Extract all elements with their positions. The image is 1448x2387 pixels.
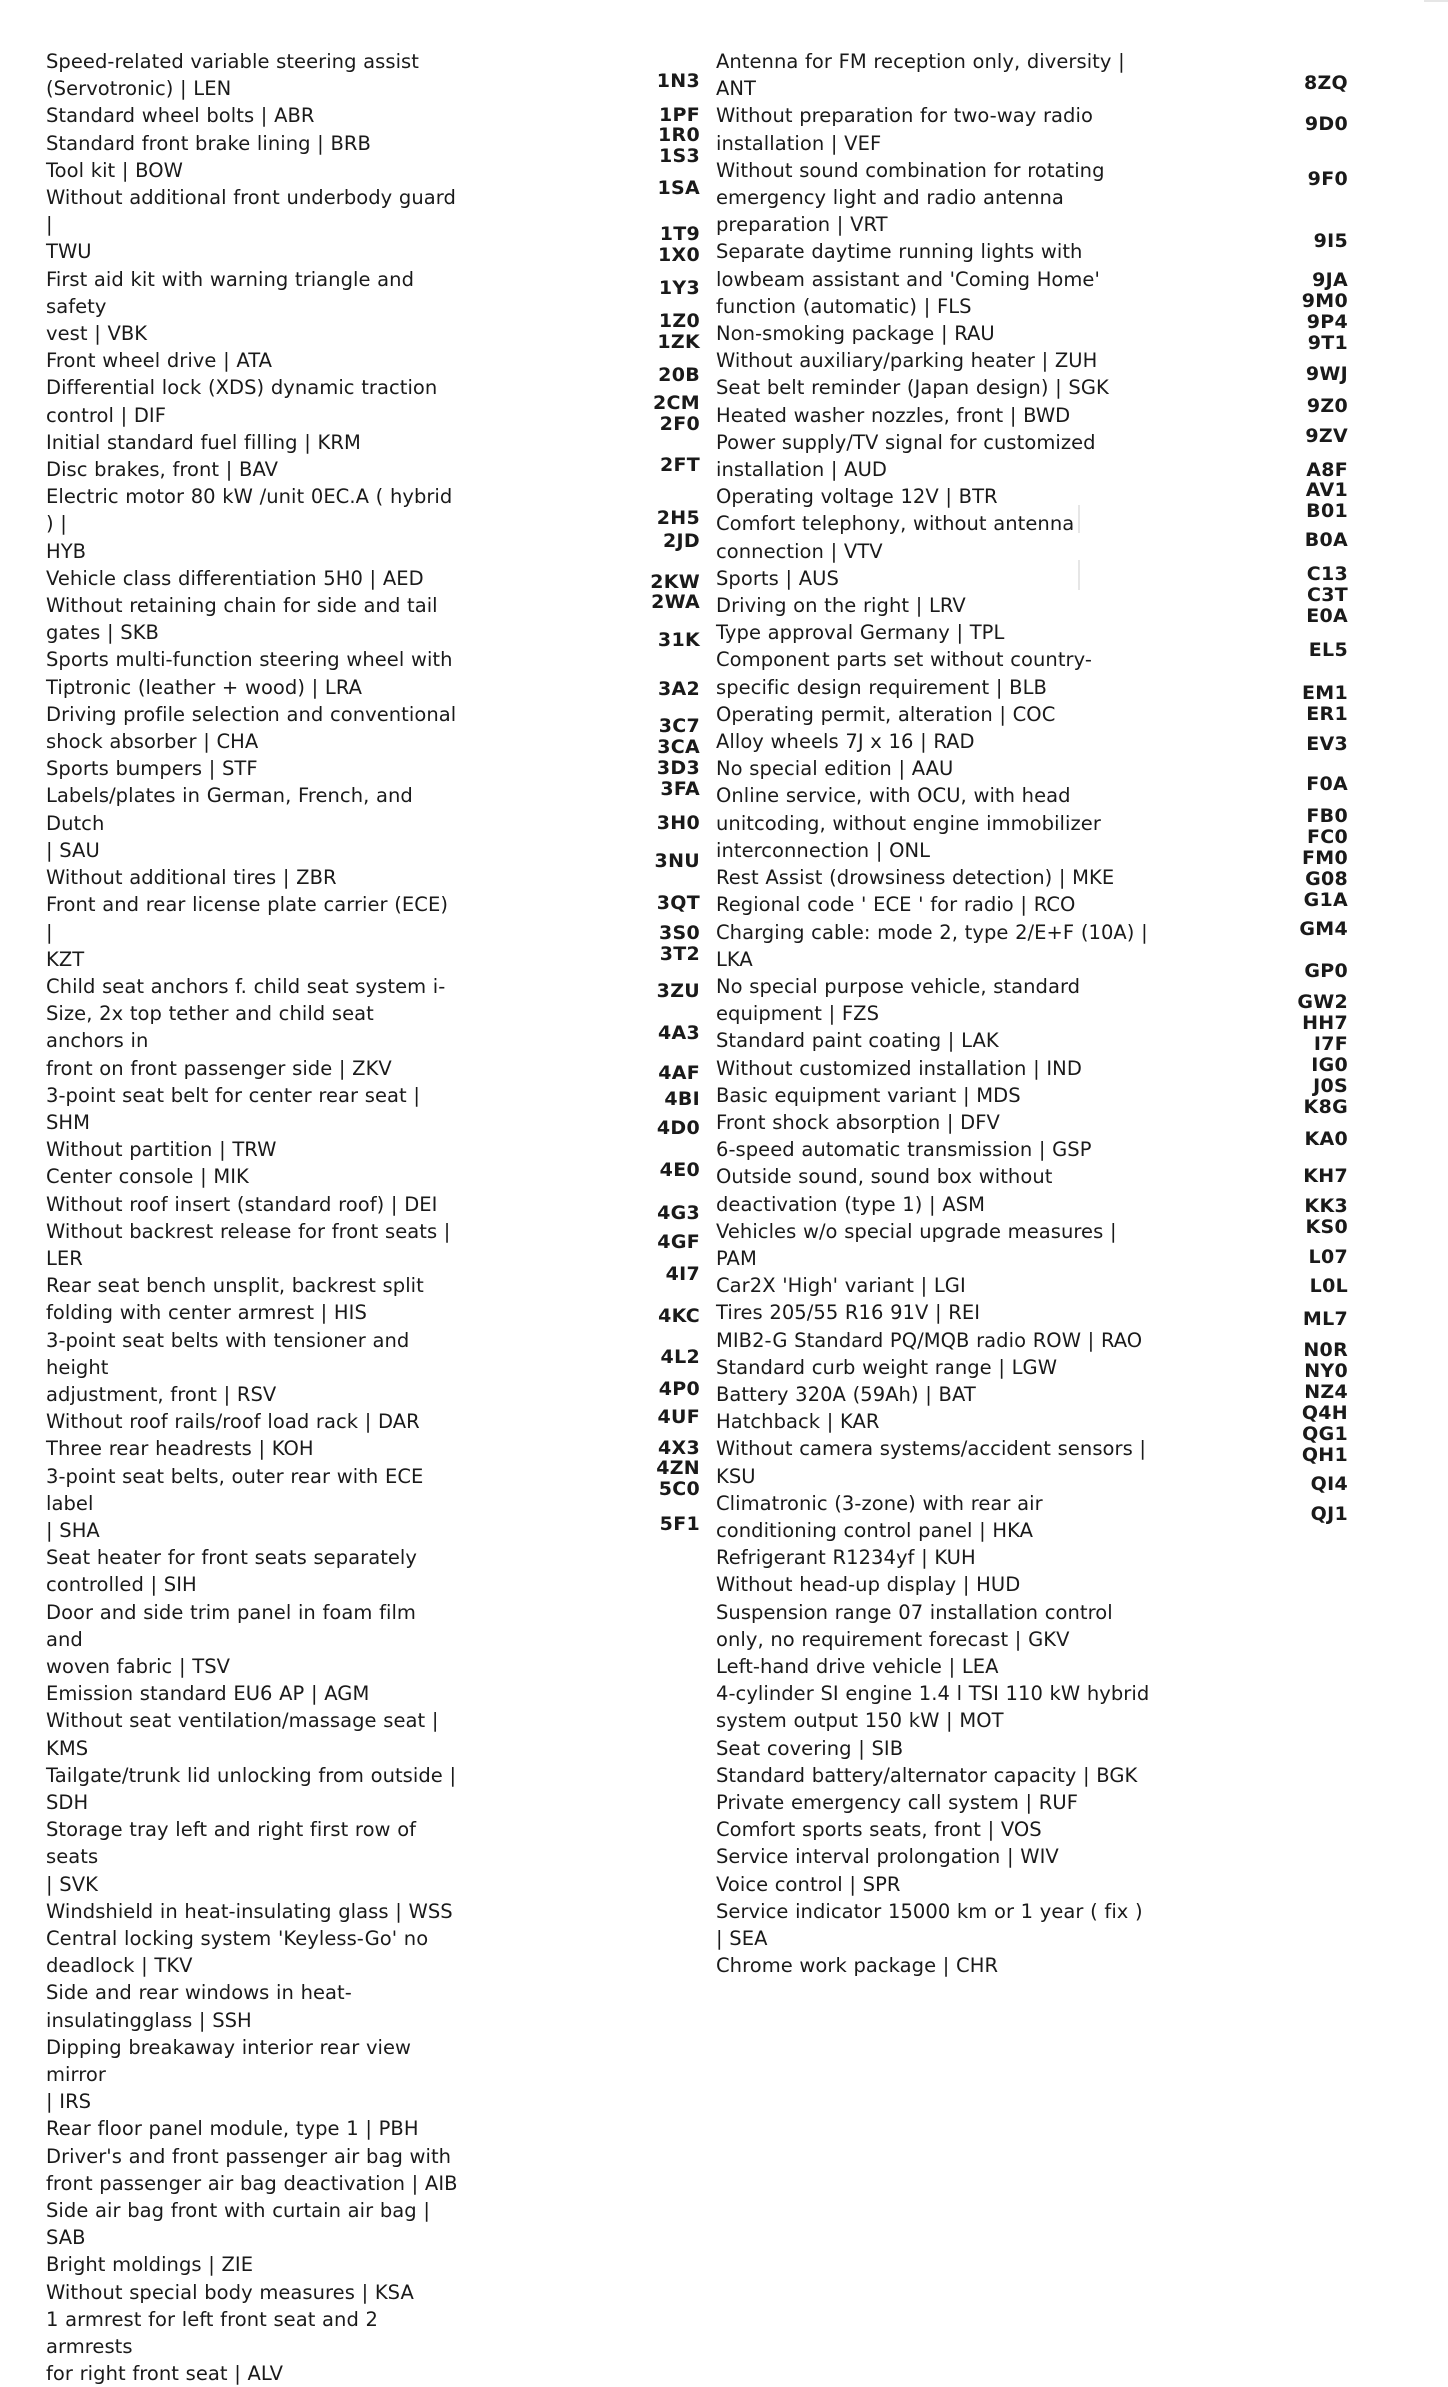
option-code-left: 4A3 [657,1022,700,1044]
option-code-left: 2WA [651,591,700,613]
option-code-right: NZ4 [1304,1381,1348,1403]
option-description-line: Tires 205/55 R16 91V | REI [716,1301,981,1325]
option-description-line: system output 150 kW | MOT [716,1709,1004,1733]
option-code-right: J0S [1313,1075,1348,1097]
option-code-left: 3FA [660,778,700,800]
option-description-line: 6-speed automatic transmission | GSP [716,1138,1092,1162]
option-description-line: Separate daytime running lights with [716,240,1083,264]
option-code-right: FM0 [1301,847,1348,869]
option-code-left: 1SA [657,177,700,199]
option-code-left: 1R0 [658,124,700,146]
option-code-left: 31K [657,629,700,651]
left-description-line: Windshield in heat-insulating glass | WSS [46,1899,453,1923]
option-code-left: 2KW [650,571,700,593]
option-code-right: 9M0 [1301,290,1348,312]
left-description-line: (Servotronic) | LEN [46,77,232,101]
left-description-line: Front wheel drive | ATA [46,349,273,373]
option-code-left: 3S0 [658,922,700,944]
left-description-line: Speed-related variable steering assist [46,50,419,73]
option-code-left: 2JD [663,530,700,552]
option-code-right: 9D0 [1304,113,1348,135]
left-description-line: Driver's and front passenger air bag with [46,2144,452,2168]
option-description-line: lowbeam assistant and 'Coming Home' [716,267,1100,291]
option-description-line: Refrigerant R1234yf | KUH [716,1546,976,1570]
option-code-right: N0R [1303,1339,1348,1361]
left-description-line: woven fabric | TSV [46,1654,231,1678]
option-description-line: unitcoding, without engine immobilizer [716,811,1101,835]
left-description-line: Rear seat bench unsplit, backrest split [46,1274,424,1298]
option-description-line: PAM [716,1246,757,1270]
left-description-line: Disc brakes, front | BAV [46,458,278,482]
option-code-right: 9JA [1312,269,1348,291]
left-description-line: | IRS [46,2090,92,2114]
option-description-line: Climatronic (3-zone) with rear air [716,1491,1043,1515]
left-description-line: LER [46,1246,83,1270]
option-description-line: Private emergency call system | RUF [716,1791,1078,1814]
option-code-right: QJ1 [1310,1503,1348,1525]
option-description-line: Left-hand drive vehicle | LEA [716,1654,999,1678]
option-code-right: EL5 [1308,639,1348,661]
left-description-line: Without partition | TRW [46,1138,277,1162]
option-description-line: Charging cable: mode 2, type 2/E+F (10A) | [716,920,1148,944]
option-code-left: 1Z0 [658,310,700,332]
left-description-line: Without additional front underbody guard | [46,186,456,237]
option-code-left: 5C0 [658,1478,700,1500]
option-code-right: B0A [1304,529,1348,551]
left-description-line: Size, 2x top tether and child seat anchors in [46,1002,374,1053]
left-description-line: Door and side trim panel in foam film and [46,1600,416,1651]
option-description-line: Antenna for FM reception only, diversity | [716,50,1125,73]
option-code-right: KS0 [1305,1216,1348,1238]
option-description-line: Outside sound, sound box without [716,1165,1053,1189]
left-description-line: KZT [46,947,85,971]
option-description-line: | SEA [716,1927,768,1951]
option-description-line: Power supply/TV signal for customized [716,430,1096,454]
left-description-line: Side and rear windows in heat- [46,1981,352,2005]
left-description-line: Emission standard EU6 AP | AGM [46,1682,370,1706]
option-description-line: LKA [716,947,753,971]
option-description-line: Standard curb weight range | LGW [716,1355,1058,1379]
option-code-right: NY0 [1304,1360,1348,1382]
left-description-line: Without additional tires | ZBR [46,866,337,890]
option-code-left: 3QT [656,892,700,914]
option-code-right: 9Z0 [1306,395,1348,417]
option-description-line: connection | VTV [716,539,883,563]
option-code-left: 3H0 [656,812,700,834]
option-code-right: EV3 [1306,733,1348,755]
left-description-line: Driving profile selection and conventional [46,702,457,726]
left-description-line: Child seat anchors f. child seat system i- [46,974,446,998]
option-code-right: I7F [1313,1033,1348,1055]
option-code-right: F0A [1306,773,1348,795]
option-code-right: Q4H [1301,1402,1348,1424]
option-description-line: Suspension range 07 installation control [716,1600,1113,1624]
left-description-line: vest | VBK [46,322,148,346]
left-description-line: Tiptronic (leather + wood) | LRA [46,675,363,699]
option-code-right: 9F0 [1307,168,1348,190]
option-code-left: 4ZN [656,1457,700,1479]
option-code-right: 9WJ [1305,363,1348,385]
option-description-line: Comfort telephony, without antenna [716,512,1075,536]
left-description-line: Initial standard fuel filling | KRM [46,430,361,454]
option-code-right: B01 [1306,500,1348,522]
option-code-left: 4G3 [657,1202,700,1224]
left-description-line: Bright moldings | ZIE [46,2253,254,2277]
option-code-left: 1S3 [658,145,700,167]
option-code-right: 9I5 [1313,230,1348,252]
option-description-line: Service indicator 15000 km or 1 year ( fix ) [716,1899,1143,1923]
option-description-line: 4-cylinder SI engine 1.4 l TSI 110 kW hybrid [716,1682,1150,1706]
option-code-left: 1N3 [656,70,700,92]
option-description-line: KSU [716,1464,756,1488]
option-description-line: installation | AUD [716,458,887,482]
left-description-line: Without roof insert (standard roof) | DEI [46,1192,438,1216]
option-description-line: Without head-up display | HUD [716,1573,1021,1597]
option-code-left: 4D0 [656,1117,700,1139]
left-description-line: 1 armrest for left front seat and 2 armrests [46,2307,378,2359]
option-code-left: 3T2 [659,943,700,965]
option-code-left: 3C7 [658,715,700,737]
option-description-line: Standard paint coating | LAK [716,1029,999,1053]
option-description-line: conditioning control panel | HKA [716,1518,1034,1542]
option-code-left: 4X3 [658,1437,700,1459]
option-code-left: 4AF [658,1062,700,1084]
option-description-line: Driving on the right | LRV [716,594,966,618]
option-description-line: preparation | VRT [716,213,888,237]
option-code-left: 3ZU [656,980,700,1002]
option-code-right: G08 [1305,868,1348,890]
option-description-line: Seat covering | SIB [716,1736,904,1760]
left-description-line: Without backrest release for front seats | [46,1219,451,1243]
left-description-line: Center console | MIK [46,1165,249,1189]
option-description-line: specific design requirement | BLB [716,675,1047,699]
option-code-right: ER1 [1306,703,1348,725]
left-description-line: deadlock | TKV [46,1954,193,1978]
left-description-line: front passenger air bag deactivation | AIB [46,2171,458,2195]
option-description-line: Without auxiliary/parking heater | ZUH [716,349,1098,373]
option-code-left: 2H5 [656,507,700,529]
option-code-right: AV1 [1305,479,1348,501]
option-code-right: QI4 [1310,1473,1348,1495]
option-code-right: QH1 [1301,1444,1348,1466]
left-description-line: Dipping breakaway interior rear view mirror [46,2035,412,2087]
option-description-line: Without preparation for two-way radio [716,104,1093,128]
option-code-right: IG0 [1311,1054,1348,1076]
left-description-line: TWU [46,240,92,264]
option-description-line: equipment | FZS [716,1002,879,1026]
option-code-right: HH7 [1302,1012,1348,1034]
option-description-line: Basic equipment variant | MDS [716,1083,1021,1107]
option-code-right: ML7 [1302,1308,1348,1330]
left-description-line: Rear floor panel module, type 1 | PBH [46,2117,419,2141]
option-code-right: GP0 [1304,960,1348,982]
option-description-line: ANT [716,77,756,101]
option-code-left: 4I7 [665,1263,700,1285]
option-description-line: Comfort sports seats, front | VOS [716,1818,1042,1842]
left-description-line: adjustment, front | RSV [46,1382,277,1406]
left-description-line: Sports multi-function steering wheel with [46,648,453,672]
option-description-column [716,48,1224,1979]
left-description-line: Labels/plates in German, French, and Dutch [46,784,413,835]
left-description-column [46,48,458,2387]
option-code-left: 5F1 [659,1513,700,1535]
option-code-right: 9P4 [1306,311,1348,333]
option-code-right: C13 [1306,563,1348,585]
option-code-right: GM4 [1299,918,1348,940]
option-code-left: 20B [658,364,700,386]
left-description-line: Without roof rails/roof load rack | DAR [46,1410,420,1434]
option-description-line: Type approval Germany | TPL [716,621,1005,645]
left-description-line: Central locking system 'Keyless-Go' no [46,1927,429,1951]
option-code-right: G1A [1303,889,1348,911]
option-description-line: Online service, with OCU, with head [716,784,1071,808]
option-code-left: 4KC [658,1305,700,1327]
option-description-line: Hatchback | KAR [716,1410,880,1434]
option-code-left: 2CM [653,392,700,414]
option-code-left: 3NU [654,850,700,872]
option-description-line: Sports | AUS [716,566,839,590]
option-code-left: 2FT [659,454,700,476]
option-description-line: installation | VEF [716,131,882,155]
option-code-right: FB0 [1306,805,1348,827]
option-description-line: MIB2-G Standard PQ/MQB radio ROW | RAO [716,1328,1143,1352]
option-code-right: K8G [1303,1096,1348,1118]
left-description-line: HYB [46,539,87,563]
left-description-line: gates | SKB [46,621,159,645]
left-description-line: front on front passenger side | ZKV [46,1056,392,1080]
option-code-left: 3CA [657,736,700,758]
option-description-line: Operating voltage 12V | BTR [716,485,998,509]
option-description-line: Without sound combination for rotating [716,158,1105,182]
option-code-right: QG1 [1302,1423,1348,1445]
option-description-line: emergency light and radio antenna [716,186,1064,210]
option-code-right: KK3 [1304,1195,1348,1217]
option-description-line: Alloy wheels 7J x 16 | RAD [716,730,975,754]
option-code-right: FC0 [1306,826,1348,848]
option-code-left: 1PF [658,104,700,126]
option-code-right: L0L [1309,1275,1348,1297]
option-description-line: Standard battery/alternator capacity | BGK [716,1763,1138,1787]
option-code-right: KA0 [1304,1128,1348,1150]
option-code-left: 4UF [657,1406,700,1428]
option-description-line: Regional code ' ECE ' for radio | RCO [716,893,1076,917]
option-description-line: function (automatic) | FLS [716,294,972,318]
option-description-line: Service interval prolongation | WIV [716,1845,1059,1869]
left-description-line: SDH [46,1791,89,1814]
option-code-right: KH7 [1303,1165,1348,1187]
left-description-line: Three rear headrests | KOH [46,1437,314,1461]
option-code-left: 1ZK [657,331,700,353]
option-code-right: L07 [1308,1246,1348,1268]
option-code-left: 1Y3 [658,277,700,299]
left-description-line: 3-point seat belt for center rear seat | SHM [46,1083,420,1134]
option-code-left: 4BI [664,1088,700,1110]
left-description-line: Without seat ventilation/massage seat | [46,1709,439,1733]
left-description-line: Differential lock (XDS) dynamic traction [46,376,438,400]
left-description-line: KMS [46,1736,89,1760]
option-code-left: 4E0 [659,1159,700,1181]
option-code-left: 4GF [657,1231,700,1253]
option-description-line: Chrome work package | CHR [716,1954,999,1978]
left-description-line: Tool kit | BOW [46,158,183,182]
left-description-line: Standard front brake lining | BRB [46,131,371,155]
option-description-line: Without camera systems/accident sensors | [716,1437,1147,1461]
option-description-line: interconnection | ONL [716,838,931,862]
option-description-line: deactivation (type 1) | ASM [716,1192,985,1216]
option-description-line: No special edition | AAU [716,757,954,781]
option-code-right: EM1 [1301,682,1348,704]
option-code-left: 4L2 [660,1346,700,1368]
option-code-left: 3A2 [657,678,700,700]
option-description-line: Rest Assist (drowsiness detection) | MKE [716,866,1115,890]
option-description-line: Seat belt reminder (Japan design) | SGK [716,376,1109,400]
option-description-line: Non-smoking package | RAU [716,322,995,346]
option-code-right: C3T [1306,584,1348,606]
left-description-line: | SAU [46,838,100,862]
option-description-line: Battery 320A (59Ah) | BAT [716,1382,976,1406]
option-code-right: 9T1 [1307,332,1348,354]
left-description-line: 3-point seat belts, outer rear with ECE label [46,1464,424,1515]
left-description-line: Without retaining chain for side and tail [46,594,438,618]
option-code-left: 1X0 [658,244,700,266]
left-description-line: | SHA [46,1518,100,1542]
scan-edge-mark-top [1424,0,1448,2]
option-code-right: A8F [1306,459,1348,481]
left-description-line: controlled | SIH [46,1573,197,1597]
option-description-line: Car2X 'High' variant | LGI [716,1274,966,1298]
left-description-line: Electric motor 80 kW /unit 0EC.A ( hybrid ) | [46,485,453,536]
option-description-line: Voice control | SPR [716,1872,901,1896]
left-description-line: Tailgate/trunk lid unlocking from outside | [46,1763,457,1787]
left-description-line: insulatingglass | SSH [46,2008,252,2032]
left-description-line: Front and rear license plate carrier (ECE) | [46,893,448,944]
left-description-line: control | DIF [46,403,166,427]
left-description-line: Without special body measures | KSA [46,2280,414,2304]
option-code-right: 9ZV [1305,425,1348,447]
option-code-left: 1T9 [659,223,700,245]
left-description-line: Standard wheel bolts | ABR [46,104,315,128]
option-code-right: E0A [1306,605,1348,627]
option-description-line: Operating permit, alteration | COC [716,702,1056,726]
left-description-line: Side air bag front with curtain air bag | SAB [46,2199,430,2250]
option-code-left: 2F0 [659,413,700,435]
option-description-line: Heated washer nozzles, front | BWD [716,403,1071,427]
option-code-right: GW2 [1297,991,1348,1013]
option-code-left: 3D3 [656,757,700,779]
option-description-line: only, no requirement forecast | GKV [716,1627,1070,1651]
option-description-line: Without customized installation | IND [716,1056,1082,1080]
option-code-right: 8ZQ [1303,72,1348,94]
left-description-line: | SVK [46,1872,98,1896]
left-description-line: First aid kit with warning triangle and safety [46,267,415,318]
left-description-line: for right front seat | ALV [46,2362,284,2386]
left-description-line: shock absorber | CHA [46,730,259,754]
option-description-line: Component parts set without country- [716,648,1092,672]
left-description-line: Sports bumpers | STF [46,757,258,781]
left-description-line: Vehicle class differentiation 5H0 | AED [46,566,424,590]
option-description-line: No special purpose vehicle, standard [716,974,1081,998]
left-description-line: Seat heater for front seats separately [46,1546,417,1570]
left-description-line: folding with center armrest | HIS [46,1301,367,1325]
option-description-line: Vehicles w/o special upgrade measures | [716,1219,1117,1243]
left-description-line: Storage tray left and right first row of seats [46,1818,417,1869]
left-description-line: 3-point seat belts with tensioner and height [46,1328,410,1379]
option-description-line: Front shock absorption | DFV [716,1110,1000,1134]
option-code-left: 4P0 [658,1378,700,1400]
